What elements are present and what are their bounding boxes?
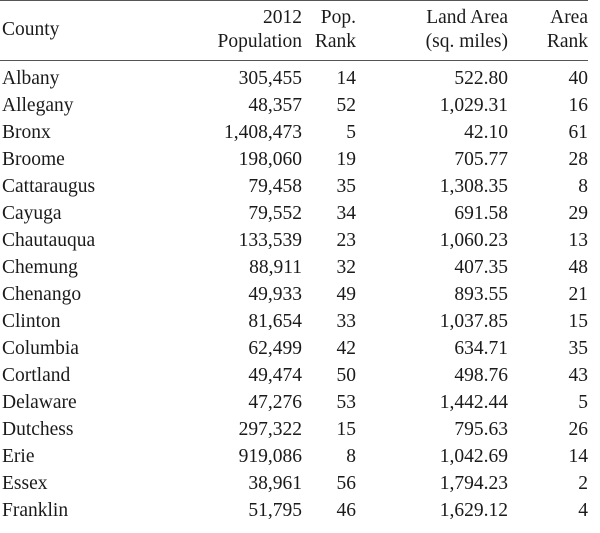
cell-pop-rank: 50	[336, 365, 356, 386]
cell-population: 51,795	[248, 500, 302, 521]
cell-area-rank: 4	[578, 500, 588, 521]
cell-land-area: 893.55	[454, 284, 508, 305]
cell-pop-rank: 53	[336, 392, 356, 413]
table-row	[0, 254, 588, 281]
cell-pop-rank: 23	[336, 230, 356, 251]
table-row	[0, 443, 588, 470]
cell-population: 49,933	[248, 284, 302, 305]
cell-population: 81,654	[248, 311, 302, 332]
table-row	[0, 227, 588, 254]
header-county	[0, 1, 150, 61]
cell-county: Clinton	[2, 311, 61, 332]
cell-county: Cortland	[2, 365, 71, 386]
cell-county: Chenango	[2, 284, 82, 305]
cell-land-area: 705.77	[454, 149, 508, 170]
table-row	[0, 308, 588, 335]
cell-population: 297,322	[238, 419, 302, 440]
header-row	[0, 1, 588, 61]
cell-population: 1,408,473	[224, 122, 302, 143]
cell-area-rank: 8	[578, 176, 588, 197]
header-area-rank	[508, 1, 588, 61]
table-row	[0, 200, 588, 227]
cell-pop-rank: 49	[336, 284, 356, 305]
cell-population: 133,539	[238, 230, 302, 251]
table-row	[0, 146, 588, 173]
cell-county: Albany	[2, 68, 60, 89]
table-header	[0, 1, 588, 61]
cell-land-area: 1,042.69	[439, 446, 508, 467]
table-row	[0, 335, 588, 362]
cell-population: 38,961	[248, 473, 302, 494]
cell-county: Essex	[2, 473, 48, 494]
table-row	[0, 470, 588, 497]
cell-population: 79,552	[248, 203, 302, 224]
header-population-line-2: Population	[217, 31, 302, 52]
cell-county: Broome	[2, 149, 65, 170]
cell-pop-rank: 8	[346, 446, 356, 467]
cell-county: Columbia	[2, 338, 79, 359]
cell-county: Bronx	[2, 122, 51, 143]
cell-pop-rank: 46	[336, 500, 356, 521]
cell-land-area: 691.58	[454, 203, 508, 224]
cell-land-area: 498.76	[454, 365, 508, 386]
table-row	[0, 119, 588, 146]
header-pop-rank	[302, 1, 356, 61]
cell-land-area: 634.71	[454, 338, 508, 359]
cell-county: Delaware	[2, 392, 77, 413]
cell-pop-rank: 52	[336, 95, 356, 116]
cell-area-rank: 40	[568, 68, 588, 89]
cell-county: Erie	[2, 446, 35, 467]
header-area-rank-line-2: Rank	[546, 31, 588, 52]
cell-population: 305,455	[238, 68, 302, 89]
cell-population: 49,474	[248, 365, 302, 386]
cell-area-rank: 2	[578, 473, 588, 494]
cell-pop-rank: 32	[336, 257, 356, 278]
table-row	[0, 92, 588, 119]
cell-area-rank: 35	[568, 338, 588, 359]
cell-pop-rank: 42	[336, 338, 356, 359]
cell-area-rank: 29	[568, 203, 588, 224]
header-county-line-1: County	[2, 19, 60, 40]
header-land-area	[356, 1, 508, 61]
header-population	[150, 1, 302, 61]
cell-land-area: 1,442.44	[439, 392, 508, 413]
cell-area-rank: 13	[568, 230, 588, 251]
header-land-area-line-2: (sq. miles)	[425, 31, 508, 52]
header-population-line-1: 2012	[263, 7, 302, 28]
table-row	[0, 362, 588, 389]
cell-population: 79,458	[248, 176, 302, 197]
cell-pop-rank: 35	[336, 176, 356, 197]
cell-area-rank: 5	[578, 392, 588, 413]
cell-area-rank: 15	[568, 311, 588, 332]
cell-land-area: 1,794.23	[439, 473, 508, 494]
table-row	[0, 416, 588, 443]
cell-land-area: 1,037.85	[439, 311, 508, 332]
header-area-rank-line-1: Area	[550, 7, 588, 28]
cell-area-rank: 43	[568, 365, 588, 386]
table-row	[0, 389, 588, 416]
table-row	[0, 281, 588, 308]
cell-land-area: 42.10	[464, 122, 508, 143]
cell-land-area: 795.63	[454, 419, 508, 440]
cell-land-area: 1,060.23	[439, 230, 508, 251]
cell-pop-rank: 14	[336, 68, 356, 89]
cell-population: 919,086	[238, 446, 302, 467]
cell-land-area: 522.80	[454, 68, 508, 89]
cell-area-rank: 14	[568, 446, 588, 467]
cell-county: Cayuga	[2, 203, 62, 224]
cell-pop-rank: 34	[336, 203, 356, 224]
cell-area-rank: 28	[568, 149, 588, 170]
cell-population: 88,911	[249, 257, 302, 278]
cell-pop-rank: 33	[336, 311, 356, 332]
cell-pop-rank: 5	[346, 122, 356, 143]
header-land-area-line-1: Land Area	[426, 7, 508, 28]
cell-population: 62,499	[248, 338, 302, 359]
cell-pop-rank: 19	[336, 149, 356, 170]
cell-county: Franklin	[2, 500, 69, 521]
cell-population: 47,276	[248, 392, 302, 413]
table-row	[0, 61, 588, 93]
cell-county: Allegany	[2, 95, 74, 116]
cell-area-rank: 26	[568, 419, 588, 440]
cell-land-area: 1,308.35	[439, 176, 508, 197]
header-pop-rank-line-2: Rank	[314, 31, 356, 52]
cell-population: 198,060	[238, 149, 302, 170]
table-row	[0, 173, 588, 200]
cell-county: Cattaraugus	[2, 176, 96, 197]
cell-land-area: 1,029.31	[439, 95, 508, 116]
cell-county: Dutchess	[2, 419, 74, 440]
cell-area-rank: 21	[568, 284, 588, 305]
cell-land-area: 407.35	[454, 257, 508, 278]
cell-pop-rank: 15	[336, 419, 356, 440]
table-body	[0, 61, 588, 531]
header-pop-rank-line-1: Pop.	[320, 7, 356, 28]
cell-population: 48,357	[248, 95, 302, 116]
cell-county: Chemung	[2, 257, 78, 278]
cell-area-rank: 48	[568, 257, 588, 278]
cell-area-rank: 16	[568, 95, 588, 116]
cell-pop-rank: 56	[336, 473, 356, 494]
cell-land-area: 1,629.12	[439, 500, 508, 521]
table-row	[0, 497, 588, 530]
cell-county: Chautauqua	[2, 230, 96, 251]
cell-area-rank: 61	[568, 122, 588, 143]
